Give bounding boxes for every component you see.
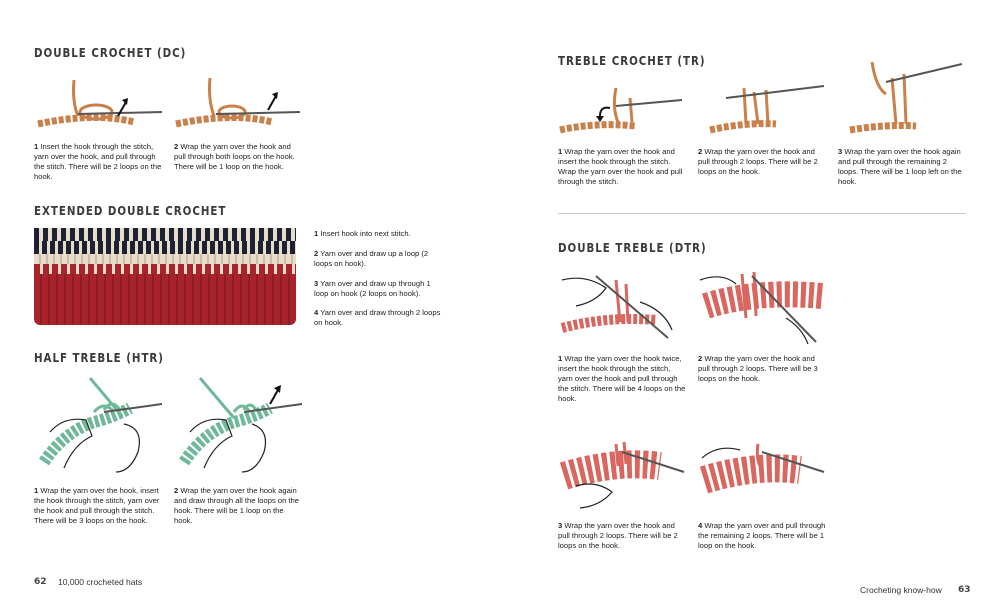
tr-illustration-step1 <box>556 78 686 140</box>
htr-heading: HALF TREBLE (HTR) <box>34 350 164 365</box>
tr-step-2: 2 Wrap the yarn over the hook and pull through 2 loops. There will be 2 loops on the hook. <box>698 147 818 176</box>
dc-illustration-step1 <box>34 72 164 134</box>
tr-step-1: 1 Wrap the yarn over the hook and insert the hook through the stitch. Wrap the yarn over the hook and pull through the stitch. <box>558 147 683 186</box>
dtr-illustration-step1 <box>556 266 686 348</box>
htr-illustration-step1 <box>34 372 164 477</box>
tr-illustration-step3 <box>836 58 966 140</box>
right-page-number: 63 <box>958 585 971 595</box>
right-page <box>500 0 1000 607</box>
left-page-number: 62 <box>34 577 47 587</box>
dc-step-1: 1 Insert the hook through the stitch, yarn over the hook, and pull through the stitch. There will be 2 loops on the hook. <box>34 142 162 181</box>
dc-illustration-step2 <box>172 72 302 134</box>
right-running-title: Crocheting know-how <box>860 585 942 595</box>
edc-step-4: 4 Yarn over and draw through 2 loops on hook. <box>314 308 441 327</box>
dtr-step-2: 2 Wrap the yarn over the hook and pull through 2 loops. There will be 3 loops on the hook. <box>698 354 818 383</box>
htr-step-2: 2 Wrap the yarn over the hook again and draw through all the loops on the hook. There will be 1 loop on the hook. <box>174 486 299 525</box>
dtr-heading: DOUBLE TREBLE (DTR) <box>558 240 707 255</box>
tr-step-3: 3 Wrap the yarn over the hook again and pull through the remaining 2 loops. There will be 1 loop left on the hook. <box>838 147 962 186</box>
edc-swatch-photo <box>34 228 296 325</box>
dtr-step-4: 4 Wrap the yarn over and pull through the remaining 2 loops. There will be 1 loop on the hook. <box>698 521 826 550</box>
edc-heading: EXTENDED DOUBLE CROCHET <box>34 203 227 218</box>
dtr-step-1: 1 Wrap the yarn over the hook twice, insert the hook through the stitch, yarn over the hook and pull through the stitch. There will be 4 loops on the hook. <box>558 354 686 403</box>
edc-step-3: 3 Yarn over and draw up through 1 loop on hook (2 loops on hook). <box>314 279 431 298</box>
tr-heading: TREBLE CROCHET (TR) <box>558 53 706 68</box>
section-divider <box>558 213 966 214</box>
dtr-step-3: 3 Wrap the yarn over the hook and pull through 2 loops. There will be 2 loops on the hook. <box>558 521 678 550</box>
dc-heading: DOUBLE CROCHET (DC) <box>34 45 187 60</box>
dtr-illustration-step4 <box>696 436 826 514</box>
edc-step-1: 1 Insert hook into next stitch. <box>314 229 411 238</box>
htr-illustration-step2 <box>174 372 304 477</box>
dtr-illustration-step2 <box>696 266 826 348</box>
dtr-illustration-step3 <box>556 436 686 514</box>
edc-step-2: 2 Yarn over and draw up a loop (2 loops on hook). <box>314 249 429 268</box>
left-running-title: 10,000 crocheted hats <box>58 577 143 587</box>
htr-step-1: 1 Wrap the yarn over the hook, insert the hook through the stitch, yarn over the hook and pull through the stitch. There will be 3 loops on the hook. <box>34 486 160 525</box>
tr-illustration-step2 <box>696 78 826 140</box>
dc-step-2: 2 Wrap the yarn over the hook and pull through both loops on the hook. There will be 1 loop on the hook. <box>174 142 295 171</box>
